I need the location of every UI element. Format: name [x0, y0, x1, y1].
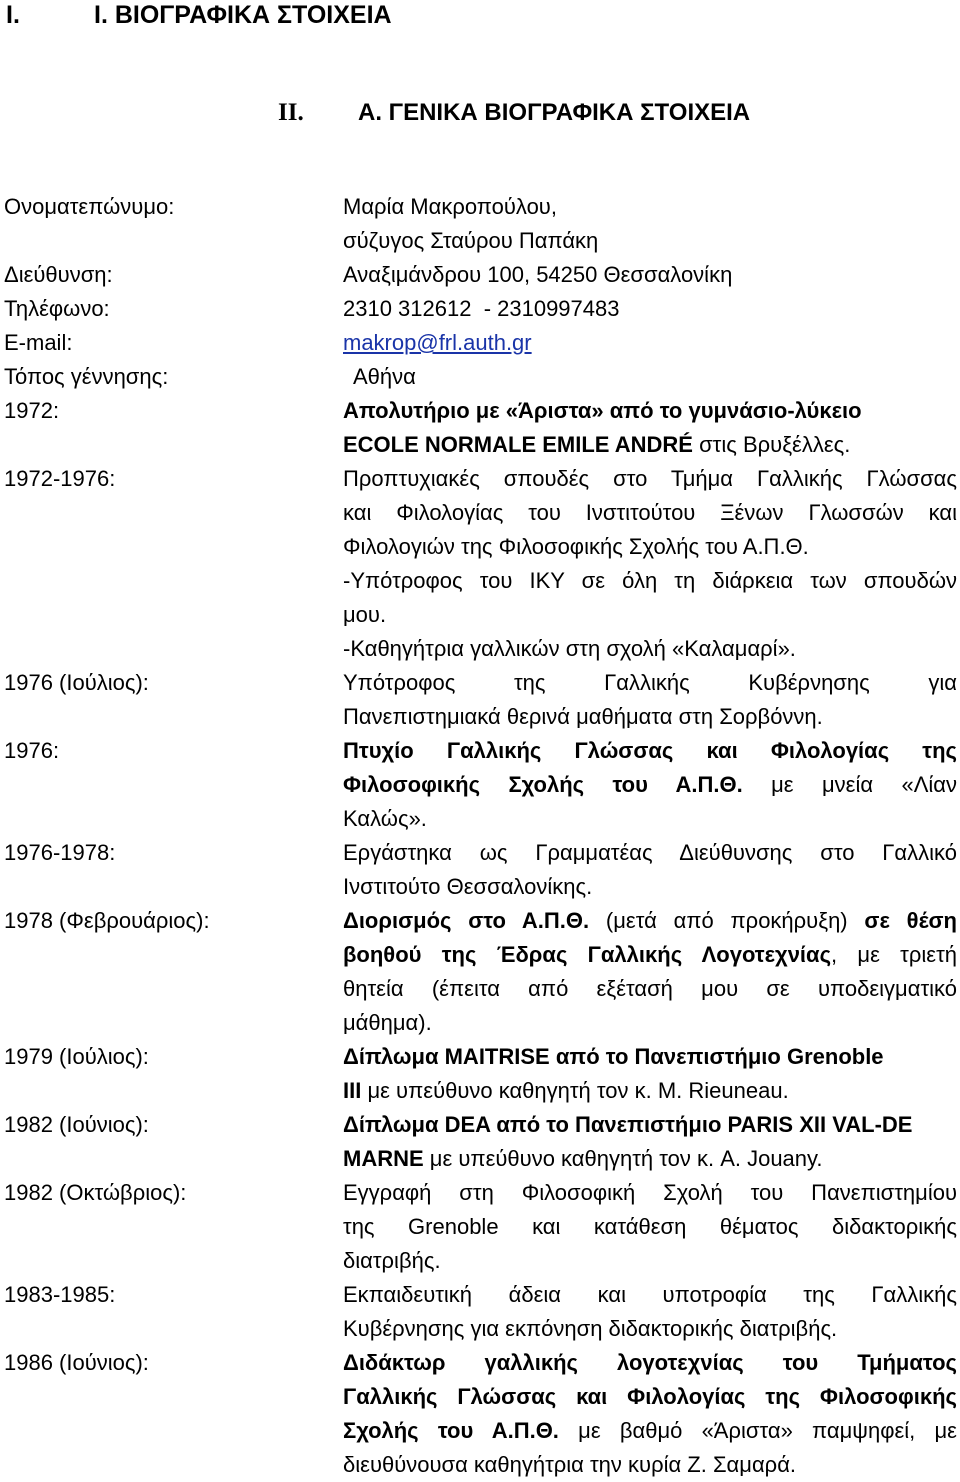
- label-1976: 1976:: [4, 738, 60, 763]
- entry-1982-june-bold-1: Δίπλωμα DEA από το Πανεπιστήμιο PARIS XII VAL-DE: [343, 1112, 913, 1137]
- entry-1972-bold-1: Απολυτήριο με «Άριστα» από το γυμνάσιο-λύκειο: [343, 398, 862, 423]
- label-1983-1985: 1983-1985:: [4, 1282, 116, 1307]
- row-1976-1978: [0, 836, 960, 904]
- entry-1976-july-line-2: Πανεπιστημιακά θερινά μαθήματα στη Σορβόννη.: [343, 704, 823, 729]
- email-link[interactable]: makrop@frl.auth.gr: [343, 330, 532, 355]
- label-email: E-mail:: [4, 330, 73, 355]
- entry-1978-bold-1a: Διορισμός στο Α.Π.Θ.: [343, 908, 590, 933]
- birthplace-text: Αθήνα: [353, 364, 416, 389]
- entry-1972-text-2: στις Βρυξέλλες.: [692, 432, 851, 457]
- entry-1983-1985-line-1: Εκπαιδευτική άδεια και υποτροφία της Γαλλικής: [343, 1282, 957, 1307]
- row-1986: [0, 1346, 960, 1482]
- entry-1978-line-3: θητεία (έπειτα από εξέτασή μου σε υποδειγματικό: [343, 976, 957, 1001]
- label-1972-1976: 1972-1976:: [4, 466, 116, 491]
- entry-1979-bold-2: III: [343, 1078, 362, 1103]
- entry-1972-bold-2: ECOLE NORMALE EMILE ANDRÉ: [343, 432, 693, 457]
- biography-list: [0, 190, 960, 1482]
- entry-1982-october-line-3: διατριβής.: [343, 1248, 441, 1273]
- entry-1976-1978-line-2: Ινστιτούτο Θεσσαλονίκης.: [343, 874, 593, 899]
- entry-1986-bold-1: Διδάκτωρ γαλλικής λογοτεχνίας του Τμήματος: [343, 1350, 957, 1375]
- value-email: [343, 326, 957, 360]
- row-1983-1985: [0, 1278, 960, 1346]
- value-1976: [343, 734, 957, 836]
- label-1976-july: 1976 (Ιούλιος):: [4, 670, 149, 695]
- value-birthplace: [343, 360, 957, 394]
- entry-1972-1976-line-6: -Καθηγήτρια γαλλικών στη σχολή «Καλαμαρί».: [343, 636, 796, 661]
- heading-2-title: Α. ΓΕΝΙΚΑ ΒΙΟΓΡΑΦΙΚΑ ΣΤΟΙΧΕΙΑ: [358, 99, 751, 126]
- row-address: [0, 258, 960, 292]
- value-1986: [343, 1346, 957, 1482]
- row-1972: [0, 394, 960, 462]
- entry-1986-line-4: διευθύνουσα καθηγήτρια την κυρία Ζ. Σαμαρά.: [343, 1452, 797, 1477]
- value-1976-july: [343, 666, 957, 734]
- row-phone: [0, 292, 960, 326]
- entry-1978-text-1: (μετά από προκήρυξη): [589, 908, 865, 933]
- value-1982-october: [343, 1176, 957, 1278]
- label-phone: Τηλέφωνο:: [4, 296, 110, 321]
- entry-1978-bold-1b: σε θέση: [864, 908, 957, 933]
- entry-1982-october-line-1: Εγγραφή στη Φιλοσοφική Σχολή του Πανεπιστημίου: [343, 1180, 957, 1205]
- entry-1979-text-2: με υπεύθυνο καθηγητή τον κ. M. Rieuneau.: [361, 1078, 789, 1103]
- row-1972-1976: [0, 462, 960, 666]
- entry-1979-bold-1: Δίπλωμα MAITRISE από το Πανεπιστήμιο Grenoble: [343, 1044, 884, 1069]
- entry-1982-october-line-2: της Grenoble και κατάθεση θέματος διδακτορικής: [343, 1214, 957, 1239]
- label-1978: 1978 (Φεβρουάριος):: [4, 908, 210, 933]
- entry-1972-1976-line-5: μου.: [343, 602, 387, 627]
- section-heading-1: [6, 1, 392, 30]
- entry-1982-june-bold-2: MARNE: [343, 1146, 424, 1171]
- row-1976: [0, 734, 960, 836]
- entry-1986-text-3: με βαθμό «Άριστα» παμψηφεί, με: [558, 1418, 957, 1443]
- row-name: [0, 190, 960, 258]
- entry-1978-line-4: μάθημα).: [343, 1010, 432, 1035]
- label-1982-october: 1982 (Οκτώβριος):: [4, 1180, 187, 1205]
- value-1982-june: [343, 1108, 957, 1176]
- value-1972: [343, 394, 957, 462]
- label-1982-june: 1982 (Ιούνιος):: [4, 1112, 149, 1137]
- value-1983-1985: [343, 1278, 957, 1346]
- entry-1986-bold-3: Σχολής του Α.Π.Θ.: [343, 1418, 559, 1443]
- phone-text: 2310 312612 - 2310997483: [343, 296, 620, 321]
- entry-1972-1976-line-4: -Υπότροφος του ΙΚΥ σε όλη τη διάρκεια των σπουδών: [343, 568, 957, 593]
- label-1986: 1986 (Ιούνιος):: [4, 1350, 149, 1375]
- entry-1976-july-line-1: Υπότροφος της Γαλλικής Κυβέρνησης για: [343, 670, 957, 695]
- row-1978: [0, 904, 960, 1040]
- entry-1972-1976-line-2: και Φιλολογίας του Ινστιτούτου Ξένων Γλωσσών και: [343, 500, 957, 525]
- heading-1-title: I. ΒΙΟΓΡΑΦΙΚΑ ΣΤΟΙΧΕΙΑ: [94, 1, 392, 29]
- entry-1972-1976-line-3: Φιλολογιών της Φιλοσοφικής Σχολής του Α.Π.Θ.: [343, 534, 809, 559]
- row-birthplace: [0, 360, 960, 394]
- label-1979: 1979 (Ιούλιος):: [4, 1044, 149, 1069]
- value-1972-1976: [343, 462, 957, 666]
- entry-1978-bold-2: βοηθού της Έδρας Γαλλικής Λογοτεχνίας: [343, 942, 832, 967]
- label-address: Διεύθυνση:: [4, 262, 113, 287]
- value-1978: [343, 904, 957, 1040]
- row-1979: [0, 1040, 960, 1108]
- value-name: [343, 190, 957, 258]
- entry-1982-june-text-2: με υπεύθυνο καθηγητή τον κ. A. Jouany.: [423, 1146, 823, 1171]
- value-address: [343, 258, 957, 292]
- entry-1983-1985-line-2: Κυβέρνησης για εκπόνηση διδακτορικής διατριβής.: [343, 1316, 838, 1341]
- value-1979: [343, 1040, 957, 1108]
- heading-1-number: I.: [6, 1, 20, 29]
- label-1976-1978: 1976-1978:: [4, 840, 116, 865]
- row-1976-july: [0, 666, 960, 734]
- row-1982-june: [0, 1108, 960, 1176]
- value-1976-1978: [343, 836, 957, 904]
- section-heading-2: [278, 98, 750, 127]
- label-1972: 1972:: [4, 398, 60, 423]
- name-line-2: σύζυγος Σταύρου Παπάκη: [343, 228, 599, 253]
- entry-1976-1978-line-1: Εργάστηκα ως Γραμματέας Διεύθυνσης στο Γαλλικό: [343, 840, 957, 865]
- address-text: Αναξιμάνδρου 100, 54250 Θεσσαλονίκη: [343, 262, 733, 287]
- name-line-1: Μαρία Μακροπούλου,: [343, 194, 557, 219]
- entry-1976-bold-1: Πτυχίο Γαλλικής Γλώσσας και Φιλολογίας της: [343, 738, 957, 763]
- entry-1986-bold-2: Γαλλικής Γλώσσας και Φιλολογίας της Φιλοσοφικής: [343, 1384, 957, 1409]
- entry-1976-bold-2: Φιλοσοφικής Σχολής του Α.Π.Θ.: [343, 772, 743, 797]
- entry-1976-line-3: Καλώς».: [343, 806, 427, 831]
- label-name: Ονοματεπώνυμο:: [4, 194, 175, 219]
- heading-2-number: II.: [278, 99, 304, 126]
- entry-1972-1976-line-1: Προπτυχιακές σπουδές στο Τμήμα Γαλλικής Γλώσσας: [343, 466, 957, 491]
- row-email: [0, 326, 960, 360]
- entry-1976-text-2: με μνεία «Λίαν: [742, 772, 957, 797]
- entry-1978-text-2: , με τριετή: [831, 942, 957, 967]
- row-1982-october: [0, 1176, 960, 1278]
- value-phone: [343, 292, 957, 326]
- label-birthplace: Τόπος γέννησης:: [4, 364, 169, 389]
